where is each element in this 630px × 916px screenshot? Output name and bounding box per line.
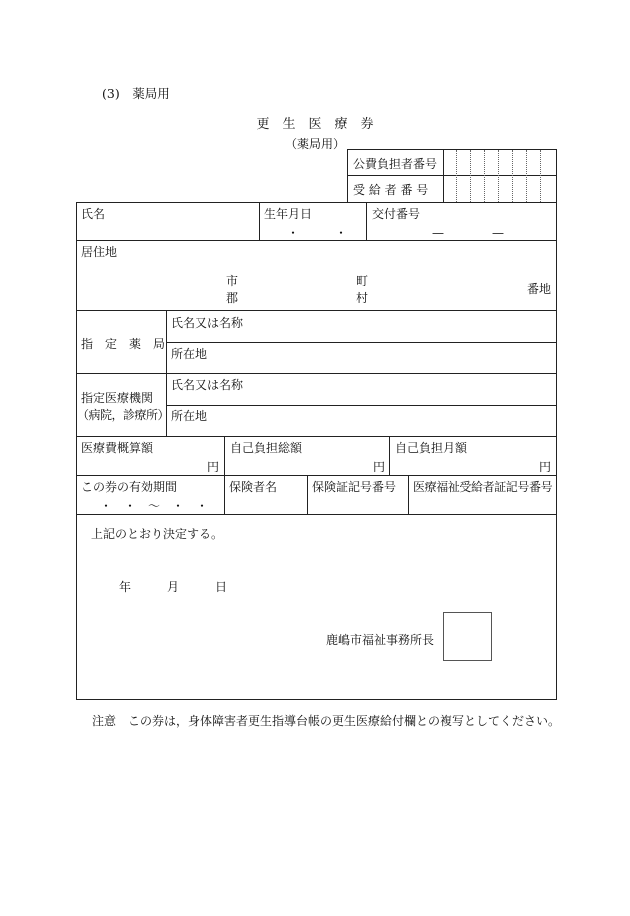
total-self-pay-yen: 円: [373, 460, 386, 474]
cost-estimate-yen: 円: [207, 460, 220, 474]
issue-number-dashes: — —: [432, 226, 505, 240]
birth-date-dots: ・ ・: [287, 226, 348, 240]
validity-period-dots: ・ ・ ～ ・ ・: [100, 499, 209, 513]
address-mura: 村: [356, 291, 369, 305]
cost-estimate-label: 医療費概算額: [81, 441, 154, 455]
seal-box: [443, 612, 492, 661]
form-title: 更 生 医 療 券: [256, 117, 374, 132]
validity-period-label: この券の有効期間: [81, 480, 178, 494]
institution-label: 指定医療機関: [81, 391, 154, 405]
birth-date-label: 生年月日: [264, 207, 313, 221]
footer-note: 注意 この券は，身体障害者更生指導台帳の更生医療給付欄との複写としてください。: [92, 714, 561, 728]
institution-label-sub: （病院，診療所）: [77, 408, 170, 422]
recipient-number-label: 受 給 者 番 号: [353, 183, 429, 197]
address-banchi: 番地: [527, 282, 552, 296]
decision-date: 年 月 日: [119, 580, 228, 594]
insurer-name-label: 保険者名: [229, 480, 278, 494]
decision-text: 上記のとおり決定する。: [91, 527, 224, 541]
address-gun: 郡: [226, 291, 239, 305]
section-label: (3) 薬局用: [102, 86, 170, 101]
address-label: 居住地: [81, 245, 118, 259]
pharmacy-location-label: 所在地: [171, 347, 208, 361]
insurance-card-number-label: 保険証記号番号: [312, 480, 397, 494]
address-machi: 町: [356, 274, 369, 288]
pharmacy-label: 指 定 薬 局: [81, 337, 166, 351]
pharmacy-name-label: 氏名又は名称: [171, 316, 244, 330]
name-label: 氏名: [81, 207, 106, 221]
monthly-self-pay-yen: 円: [539, 460, 552, 474]
issue-number-label: 交付番号: [372, 207, 421, 221]
welfare-card-number-label: 医療福祉受給者証記号番号: [413, 480, 553, 494]
issuer-name: 鹿嶋市福祉事務所長: [326, 633, 435, 647]
address-shi: 市: [226, 274, 239, 288]
payer-number-label: 公費負担者番号: [353, 157, 438, 171]
total-self-pay-label: 自己負担総額: [230, 441, 303, 455]
monthly-self-pay-label: 自己負担月額: [395, 441, 468, 455]
form-subtitle: （薬局用）: [284, 137, 345, 151]
institution-location-label: 所在地: [171, 409, 208, 423]
institution-name-label: 氏名又は名称: [171, 378, 244, 392]
